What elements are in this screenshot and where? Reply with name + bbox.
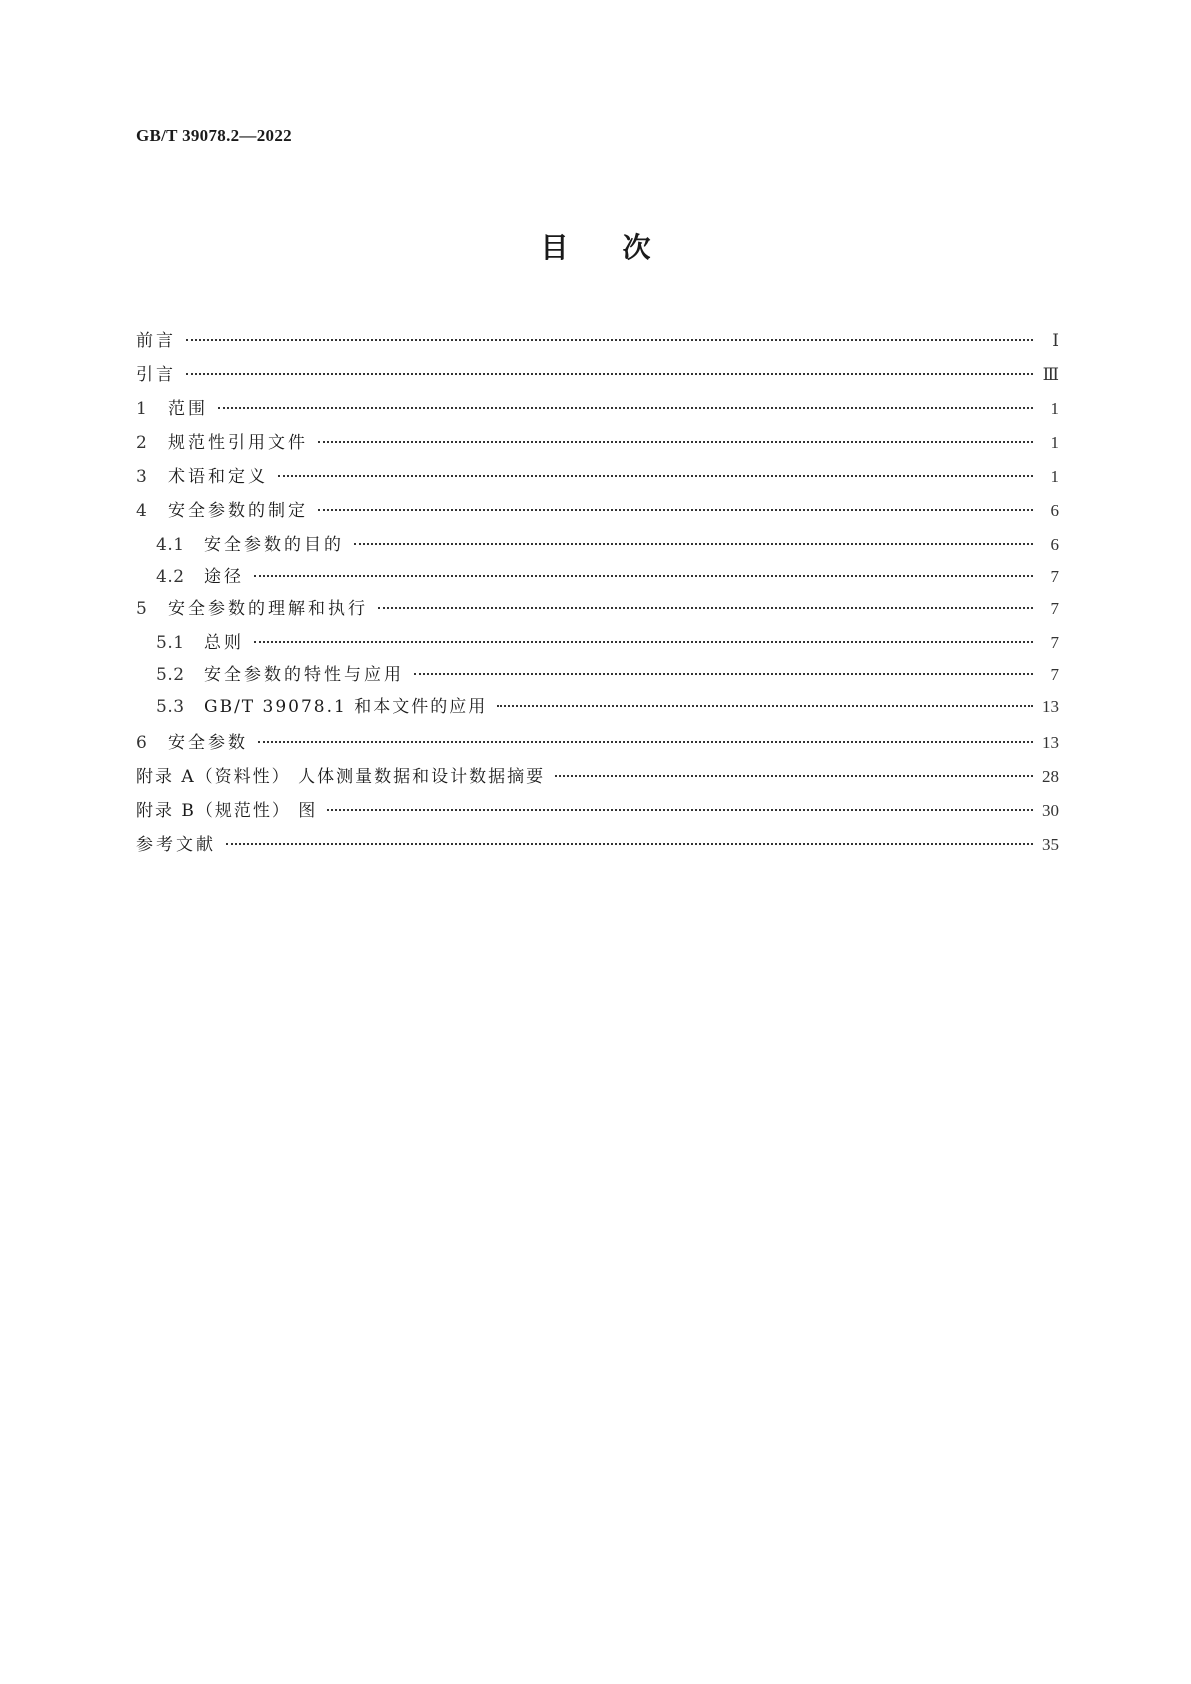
toc-item-5[interactable]	[136, 594, 1059, 628]
toc-item-number: 4	[136, 501, 148, 521]
toc-item-label: 途径	[204, 567, 244, 587]
toc-leader-dots	[186, 373, 1033, 375]
toc-item-page: 28	[1042, 767, 1059, 786]
toc-item-label: 范围	[168, 399, 208, 419]
toc-item-introduction[interactable]	[136, 360, 1059, 394]
toc-item-4[interactable]	[136, 496, 1059, 530]
toc-item-3[interactable]	[136, 462, 1059, 496]
toc-leader-dots	[555, 775, 1033, 777]
toc-item-number: 6	[136, 733, 148, 753]
toc-item-annex-b[interactable]	[136, 796, 1059, 830]
toc-item-annex-a[interactable]	[136, 762, 1059, 796]
toc-item-label: 引言	[136, 365, 176, 385]
toc-item-number: 3	[136, 467, 148, 487]
toc-leader-dots	[378, 607, 1033, 609]
toc-item-label: 前言	[136, 331, 176, 351]
toc-item-label: 安全参数的特性与应用	[204, 665, 404, 685]
toc-item-5-3[interactable]	[136, 692, 1059, 724]
page-title: 目次	[540, 231, 705, 264]
toc-item-label: GB/T 39078.1 和本文件的应用	[204, 697, 488, 717]
toc-leader-dots	[254, 575, 1033, 577]
toc-item-page: 30	[1042, 801, 1059, 820]
toc-item-number: 4.1	[156, 535, 185, 555]
toc-item-number: 5.2	[156, 665, 185, 685]
toc-item-page: 7	[1050, 599, 1059, 618]
toc-leader-dots	[254, 641, 1033, 643]
toc-leader-dots	[318, 441, 1033, 443]
toc-item-page: Ⅲ	[1042, 365, 1059, 384]
toc-leader-dots	[226, 843, 1033, 845]
toc-item-number: 4.2	[156, 567, 185, 587]
toc-item-number: 2	[136, 433, 148, 453]
standard-number: GB/T 39078.2—2022	[136, 126, 292, 145]
toc-item-foreword[interactable]	[136, 326, 1059, 360]
toc-leader-dots	[186, 339, 1033, 341]
toc-item-5-1[interactable]	[136, 628, 1059, 660]
toc-item-page: 1	[1050, 467, 1059, 486]
toc-item-page: 7	[1050, 665, 1059, 684]
toc-item-page: 7	[1050, 567, 1059, 586]
toc-item-page: Ⅰ	[1052, 331, 1059, 350]
table-of-contents	[136, 326, 1059, 864]
toc-item-4-2[interactable]	[136, 562, 1059, 594]
toc-leader-dots	[278, 475, 1033, 477]
toc-item-page: 13	[1042, 697, 1059, 716]
toc-item-page: 1	[1050, 399, 1059, 418]
toc-item-5-2[interactable]	[136, 660, 1059, 692]
toc-leader-dots	[318, 509, 1033, 511]
toc-leader-dots	[354, 543, 1033, 545]
toc-item-1[interactable]	[136, 394, 1059, 428]
toc-leader-dots	[414, 673, 1033, 675]
toc-item-page: 35	[1042, 835, 1059, 854]
toc-item-number: 5.1	[156, 633, 185, 653]
toc-leader-dots	[497, 705, 1033, 707]
toc-item-label: 术语和定义	[168, 467, 268, 487]
toc-item-number: 1	[136, 399, 148, 419]
toc-item-page: 13	[1042, 733, 1059, 752]
toc-item-label: 安全参数的理解和执行	[168, 599, 368, 619]
toc-item-label: 安全参数的制定	[168, 501, 308, 521]
toc-item-bibliography[interactable]	[136, 830, 1059, 864]
toc-item-number: 5	[136, 599, 148, 619]
toc-item-page: 7	[1050, 633, 1059, 652]
toc-leader-dots	[218, 407, 1033, 409]
toc-item-page: 6	[1050, 535, 1059, 554]
toc-item-label: 参考文献	[136, 835, 216, 855]
toc-leader-dots	[327, 809, 1033, 811]
toc-item-label: 安全参数的目的	[204, 535, 344, 555]
toc-item-label: 附录 A（资料性） 人体测量数据和设计数据摘要	[136, 767, 546, 787]
toc-item-2[interactable]	[136, 428, 1059, 462]
toc-leader-dots	[258, 741, 1033, 743]
toc-item-4-1[interactable]	[136, 530, 1059, 562]
toc-item-6[interactable]	[136, 728, 1059, 762]
toc-item-label: 总则	[204, 633, 244, 653]
toc-item-label: 规范性引用文件	[168, 433, 308, 453]
toc-item-number: 5.3	[156, 697, 185, 717]
toc-item-page: 6	[1050, 501, 1059, 520]
toc-item-label: 安全参数	[168, 733, 248, 753]
toc-item-page: 1	[1050, 433, 1059, 452]
toc-item-label: 附录 B（规范性） 图	[136, 801, 318, 821]
